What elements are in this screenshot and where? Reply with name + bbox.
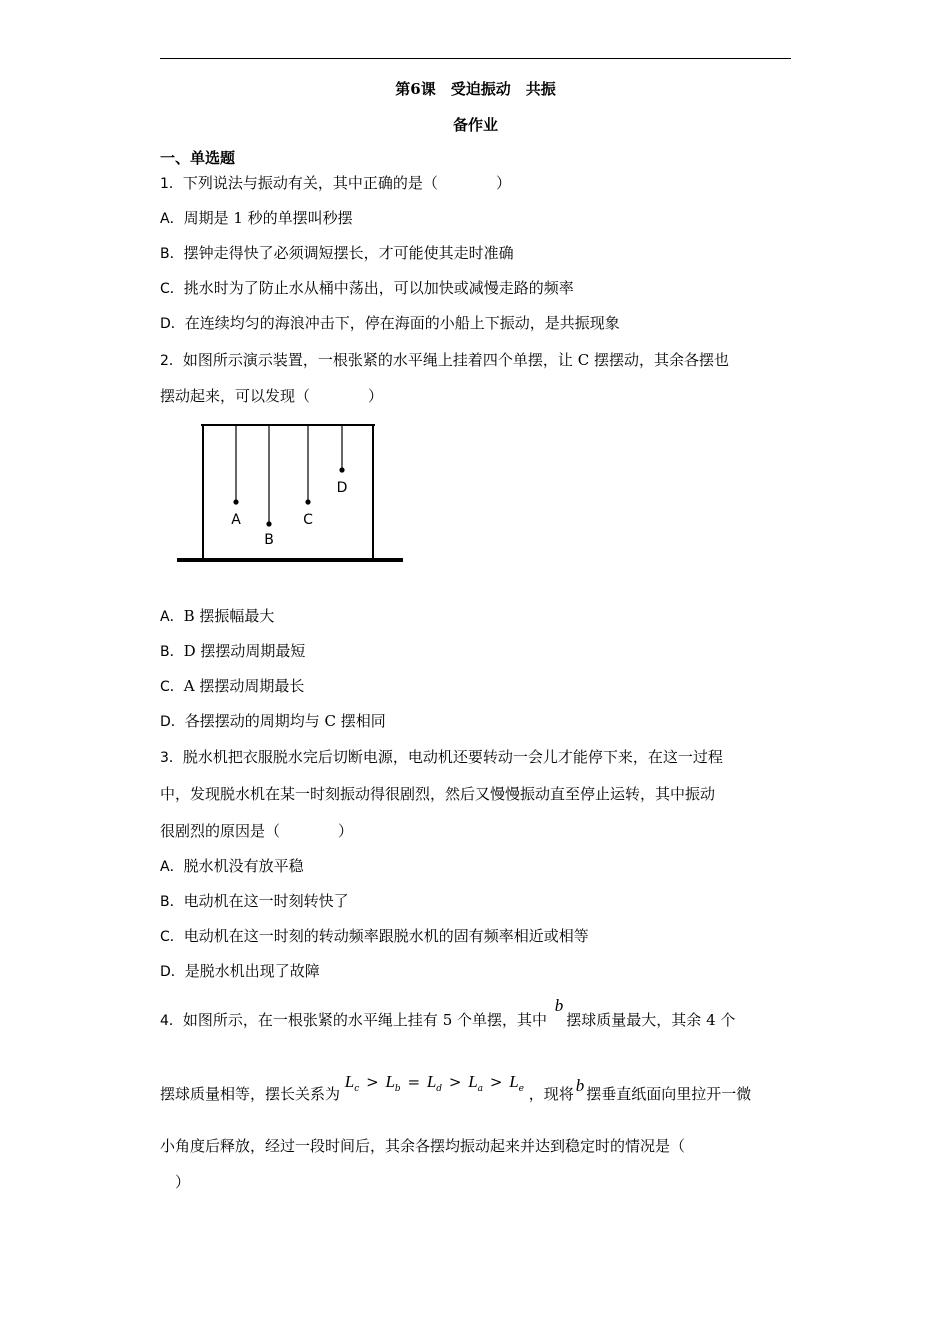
option-text: 挑水时为了防止水从桶中荡出，可以加快或减慢走路的频率 bbox=[183, 279, 574, 297]
page-title: 第6课 受迫振动 共振 bbox=[395, 80, 556, 98]
page-subtitle: 备作业 bbox=[452, 116, 498, 134]
option-text: 脱水机没有放平稳 bbox=[183, 857, 304, 875]
question-2-option-b bbox=[160, 641, 305, 662]
question-text: 摆垂直纸面向里拉开一微 bbox=[586, 1085, 752, 1103]
question-1-option-c bbox=[160, 278, 574, 299]
option-text: 是脱水机出现了故障 bbox=[184, 962, 320, 980]
question-2-option-a bbox=[160, 606, 274, 627]
pendulum-d bbox=[339, 425, 344, 473]
bob-c bbox=[305, 499, 310, 504]
bob-a bbox=[233, 499, 238, 504]
label-c: C bbox=[303, 512, 313, 528]
question-text: 中，发现脱水机在某一时刻振动得很剧烈，然后又慢慢振动直至停止运转，其中振动 bbox=[160, 785, 716, 803]
option-label: C． bbox=[160, 281, 184, 297]
label-b: B bbox=[264, 532, 274, 548]
question-1-option-a bbox=[160, 208, 353, 229]
question-3-stem-line-1 bbox=[160, 747, 723, 768]
question-3-option-a bbox=[160, 856, 304, 877]
option-text: 在连续均匀的海浪冲击下，停在海面的小船上下振动，是共振现象 bbox=[184, 314, 620, 332]
math-L: L bbox=[344, 1072, 355, 1091]
math-gt: > bbox=[448, 1073, 462, 1091]
question-2-stem-line-1 bbox=[160, 350, 729, 371]
math-sub-a: a bbox=[477, 1084, 484, 1094]
question-2-stem-line-2 bbox=[160, 386, 383, 406]
question-text: 摆球质量相等，摆长关系为 bbox=[160, 1085, 341, 1103]
option-label: D． bbox=[160, 964, 185, 980]
bracket-close: ） bbox=[495, 174, 511, 192]
option-label: B． bbox=[160, 644, 184, 660]
pendulum-diagram bbox=[175, 420, 407, 570]
option-label: D． bbox=[160, 714, 185, 730]
math-variable-b: b bbox=[554, 996, 564, 1015]
option-label: C． bbox=[160, 679, 184, 695]
label-d: D bbox=[336, 480, 348, 496]
question-text: 脱水机把衣服脱水完后切断电源，电动机还要转动一会儿才能停下来，在这一过程 bbox=[182, 748, 723, 766]
math-L: L bbox=[468, 1072, 478, 1091]
option-text: 摆钟走得快了必须调短摆长，才可能使其走时准确 bbox=[183, 244, 514, 262]
math-sub-e: e bbox=[518, 1084, 524, 1094]
math-L: L bbox=[385, 1072, 395, 1091]
option-label: A． bbox=[160, 859, 184, 875]
option-text: 周期是 1 秒的单摆叫秒摆 bbox=[183, 209, 353, 227]
option-text: D 摆摆动周期最短 bbox=[183, 642, 306, 660]
question-text: 小角度后释放，经过一段时间后，其余各摆均振动起来并达到稳定时的情况是（ bbox=[160, 1137, 686, 1155]
math-eq: = bbox=[407, 1073, 421, 1091]
question-number: 3． bbox=[160, 750, 183, 766]
question-text: 摆动起来，可以发现（ bbox=[160, 387, 311, 405]
question-text: 如图所示，在一根张紧的水平绳上挂有 5 个单摆，其中 bbox=[182, 1011, 548, 1029]
header-rule bbox=[160, 58, 791, 59]
option-label: D． bbox=[160, 316, 185, 332]
question-text: 摆球质量最大，其余 4 个 bbox=[566, 1011, 736, 1029]
question-3-option-d bbox=[160, 961, 320, 982]
option-label: B． bbox=[160, 894, 184, 910]
math-sub-b: b bbox=[394, 1084, 401, 1094]
pendulum-a bbox=[233, 425, 238, 505]
math-L: L bbox=[426, 1072, 437, 1091]
question-text: 下列说法与振动有关，其中正确的是（ bbox=[182, 174, 438, 192]
question-text: ，现将 bbox=[528, 1085, 574, 1103]
length-relation bbox=[344, 1072, 529, 1094]
bob-b bbox=[266, 521, 271, 526]
option-text: B 摆振幅最大 bbox=[183, 607, 275, 625]
question-3-stem-line-3 bbox=[160, 821, 353, 841]
question-3-option-c bbox=[160, 926, 589, 947]
option-label: B． bbox=[160, 246, 184, 262]
question-4-bracket-close bbox=[175, 1172, 190, 1192]
question-text: 如图所示演示装置，一根张紧的水平绳上挂着四个单摆，让 C 摆摆动，其余各摆也 bbox=[182, 351, 729, 369]
question-number: 4． bbox=[160, 1013, 183, 1029]
question-3-option-b bbox=[160, 891, 349, 912]
option-text: 各摆摆动的周期均与 C 摆相同 bbox=[184, 712, 386, 730]
bob-d bbox=[339, 467, 344, 472]
pendulum-c bbox=[305, 425, 310, 505]
math-gt: > bbox=[489, 1073, 503, 1091]
math-variable-b: b bbox=[575, 1076, 585, 1095]
question-4-stem-line-1 bbox=[160, 996, 736, 1031]
question-number: 2． bbox=[160, 353, 183, 369]
option-label: A． bbox=[160, 609, 184, 625]
option-text: 电动机在这一时刻转快了 bbox=[183, 892, 349, 910]
section-heading: 一、单选题 bbox=[160, 149, 236, 167]
pendulum-b bbox=[266, 425, 271, 527]
question-1-option-d bbox=[160, 313, 620, 334]
option-text: 电动机在这一时刻的转动频率跟脱水机的固有频率相近或相等 bbox=[183, 927, 589, 945]
question-2-option-d bbox=[160, 711, 386, 732]
question-number: 1． bbox=[160, 176, 183, 192]
option-text: A 摆摆动周期最长 bbox=[183, 677, 305, 695]
math-gt: > bbox=[366, 1073, 379, 1091]
question-3-stem-line-2 bbox=[160, 784, 715, 804]
bracket-close: ） bbox=[338, 822, 354, 840]
question-1-stem bbox=[160, 173, 511, 194]
label-a: A bbox=[231, 512, 241, 528]
math-L: L bbox=[509, 1072, 519, 1091]
question-1-option-b bbox=[160, 243, 514, 264]
question-4-stem-line-3 bbox=[160, 1136, 685, 1156]
bracket-close: ） bbox=[368, 387, 384, 405]
bracket-close: ） bbox=[175, 1173, 191, 1191]
question-2-option-c bbox=[160, 676, 304, 697]
math-sub-d: d bbox=[436, 1084, 443, 1094]
option-label: A． bbox=[160, 211, 184, 227]
question-4-stem-line-2 bbox=[160, 1072, 752, 1111]
question-text: 很剧烈的原因是（ bbox=[160, 822, 281, 840]
option-label: C． bbox=[160, 929, 184, 945]
math-sub-c: c bbox=[354, 1084, 360, 1094]
